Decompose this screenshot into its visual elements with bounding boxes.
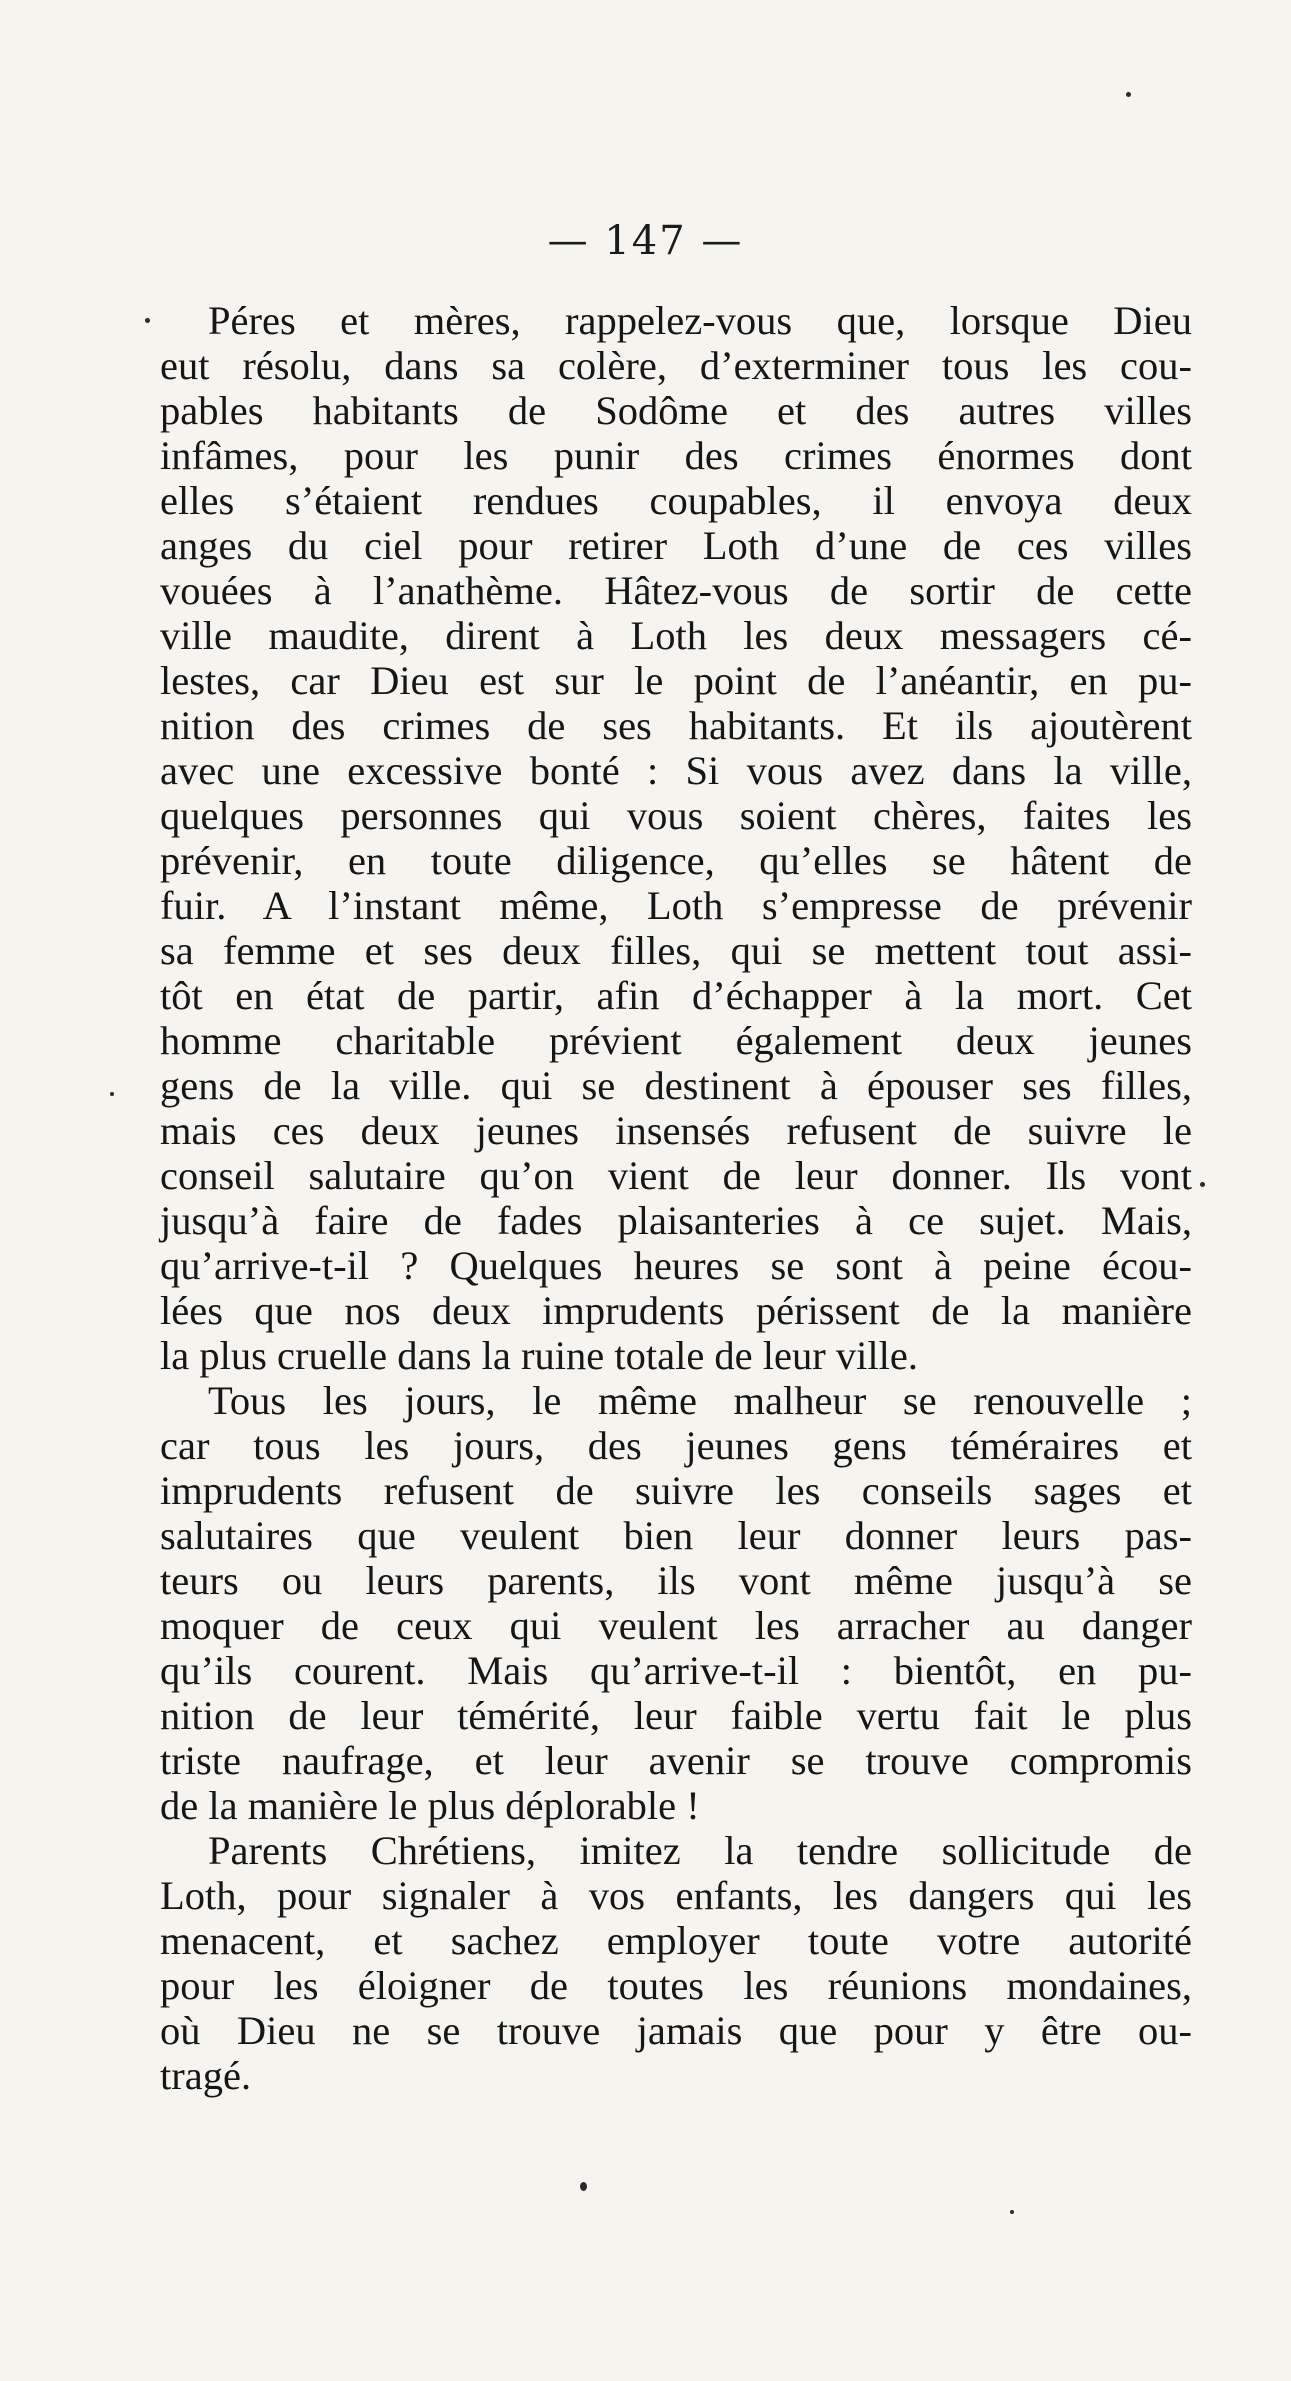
text-line: gens de la ville. qui se destinent à épouser ses filles, xyxy=(160,1063,1192,1108)
text-line: mais ces deux jeunes insensés refusent de suivre le xyxy=(160,1108,1192,1153)
text-line: vouées à l’anathème. Hâtez-vous de sortir de cette xyxy=(160,568,1192,613)
print-speck xyxy=(580,2182,587,2191)
text-line: elles s’étaient rendues coupables, il envoya deux xyxy=(160,478,1192,523)
text-line: fuir. A l’instant même, Loth s’empresse de prévenir xyxy=(160,883,1192,928)
text-line: salutaires que veulent bien leur donner leurs pas- xyxy=(160,1513,1192,1558)
print-speck xyxy=(1010,2210,1014,2214)
text-line: ville maudite, dirent à Loth les deux messagers cé- xyxy=(160,613,1192,658)
text-line: imprudents refusent de suivre les conseils sages et xyxy=(160,1468,1192,1513)
text-line: homme charitable prévient également deux jeunes xyxy=(160,1018,1192,1063)
text-line: car tous les jours, des jeunes gens téméraires et xyxy=(160,1423,1192,1468)
text-line: prévenir, en toute diligence, qu’elles se hâtent de xyxy=(160,838,1192,883)
text-line: sa femme et ses deux filles, qui se mettent tout assi- xyxy=(160,928,1192,973)
text-line: eut résolu, dans sa colère, d’exterminer tous les cou- xyxy=(160,343,1192,388)
print-speck xyxy=(1200,1182,1205,1187)
text-line: pables habitants de Sodôme et des autres villes xyxy=(160,388,1192,433)
text-line: Parents Chrétiens, imitez la tendre sollicitude de xyxy=(208,1828,1192,1873)
text-line: nition de leur témérité, leur faible vertu fait le plus xyxy=(160,1693,1192,1738)
text-line: teurs ou leurs parents, ils vont même jusqu’à se xyxy=(160,1558,1192,1603)
text-line: moquer de ceux qui veulent les arracher au danger xyxy=(160,1603,1192,1648)
text-line: tragé. xyxy=(160,2053,252,2098)
text-line: jusqu’à faire de fades plaisanteries à ce sujet. Mais, xyxy=(160,1198,1192,1243)
text-line: de la manière le plus déplorable ! xyxy=(160,1783,700,1828)
paragraph-1 xyxy=(160,298,1192,1378)
text-line: menacent, et sachez employer toute votre autorité xyxy=(160,1918,1192,1963)
print-speck xyxy=(110,1092,114,1096)
paragraph-3 xyxy=(160,1828,1192,2098)
text-line: lestes, car Dieu est sur le point de l’anéantir, en pu- xyxy=(160,658,1192,703)
text-line: qu’ils courent. Mais qu’arrive-t-il : bientôt, en pu- xyxy=(160,1648,1192,1693)
text-line: quelques personnes qui vous soient chères, faites les xyxy=(160,793,1192,838)
text-line: où Dieu ne se trouve jamais que pour y être ou- xyxy=(160,2008,1192,2053)
text-line: anges du ciel pour retirer Loth d’une de ces villes xyxy=(160,523,1192,568)
text-line: infâmes, pour les punir des crimes énormes dont xyxy=(160,433,1192,478)
text-line: triste naufrage, et leur avenir se trouve compromis xyxy=(160,1738,1192,1783)
text-line: Loth, pour signaler à vos enfants, les dangers qui les xyxy=(160,1873,1192,1918)
text-line: lées que nos deux imprudents périssent de la manière xyxy=(160,1288,1192,1333)
print-speck xyxy=(145,318,150,323)
paragraph-2 xyxy=(160,1378,1192,1828)
text-line: avec une excessive bonté : Si vous avez dans la ville, xyxy=(160,748,1192,793)
print-speck xyxy=(1126,92,1131,97)
text-line: pour les éloigner de toutes les réunions mondaines, xyxy=(160,1963,1192,2008)
text-line: Tous les jours, le même malheur se renouvelle ; xyxy=(208,1378,1192,1423)
text-line: conseil salutaire qu’on vient de leur donner. Ils vont xyxy=(160,1153,1192,1198)
text-line: tôt en état de partir, afin d’échapper à la mort. Cet xyxy=(160,973,1192,1018)
page-number: — 147 — xyxy=(547,218,744,264)
body-text xyxy=(160,298,1192,2098)
text-line: la plus cruelle dans la ruine totale de leur ville. xyxy=(160,1333,918,1378)
text-line: Péres et mères, rappelez-vous que, lorsque Dieu xyxy=(208,298,1192,343)
text-line: nition des crimes de ses habitants. Et ils ajoutèrent xyxy=(160,703,1192,748)
text-line: qu’arrive-t-il ? Quelques heures se sont à peine écou- xyxy=(160,1243,1192,1288)
